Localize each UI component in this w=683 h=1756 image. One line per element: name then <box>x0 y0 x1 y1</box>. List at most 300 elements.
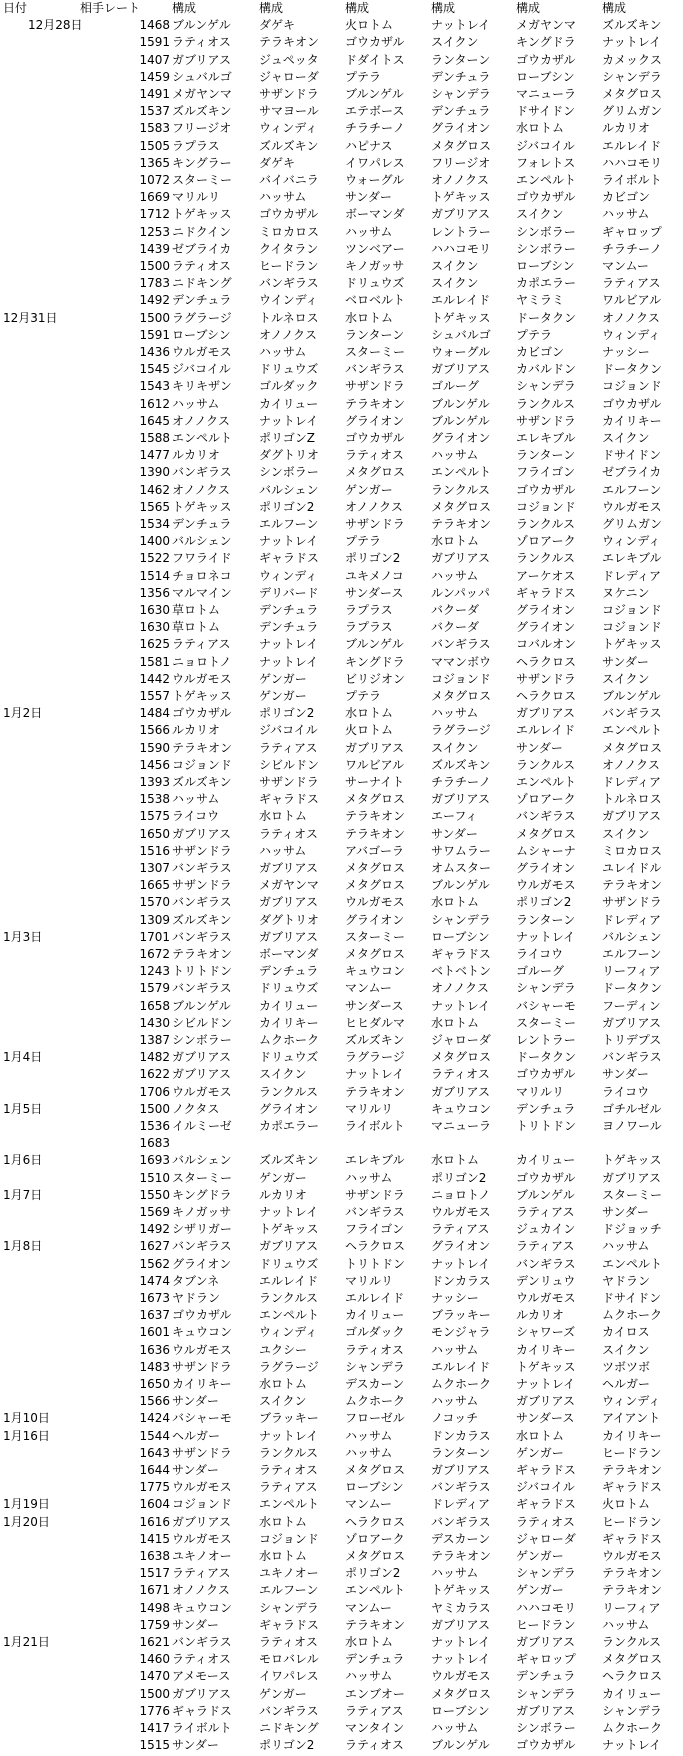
pokemon-cell: オノノクス <box>431 981 489 996</box>
rating-cell: 1557 <box>139 689 170 703</box>
pokemon-cell: ゴルダック <box>259 379 319 394</box>
table-row <box>0 344 683 361</box>
pokemon-cell: ムクホーク <box>602 1721 663 1735</box>
pokemon-cell: プテラ <box>345 534 382 549</box>
pokemon-cell: ウィンディ <box>259 568 318 583</box>
pokemon-cell: ハッサム <box>345 1428 393 1443</box>
pokemon-cell: キュウコン <box>172 1325 233 1340</box>
pokemon-cell: ラティアス <box>172 637 231 652</box>
rating-cell: 1565 <box>139 499 170 514</box>
pokemon-cell: ガブリアス <box>431 1617 491 1632</box>
pokemon-cell: ブルンゲル <box>431 413 490 428</box>
pokemon-cell: ワルビアル <box>345 757 405 772</box>
pokemon-cell: キノガッサ <box>172 1205 232 1219</box>
table-row <box>0 34 683 51</box>
pokemon-cell: シャンデラ <box>602 69 662 84</box>
pokemon-cell: ガブリアス <box>172 1067 232 1082</box>
pokemon-cell: オノノクス <box>345 499 403 514</box>
pokemon-cell: バンギラス <box>172 465 232 480</box>
pokemon-cell: ニドクイン <box>172 224 232 239</box>
pokemon-cell: ラティアス <box>345 1703 404 1718</box>
pokemon-cell: ゲンガー <box>516 1549 564 1563</box>
pokemon-cell: テラキオン <box>602 1583 663 1598</box>
pokemon-cell: ラプラス <box>345 620 393 635</box>
pokemon-cell: デンチュラ <box>516 1669 576 1684</box>
date-cell: 1月21日 <box>3 1635 50 1649</box>
pokemon-cell: ヒードラン <box>259 259 319 273</box>
pokemon-cell: トリデプス <box>602 1033 662 1047</box>
pokemon-cell: ユキノオー <box>172 1549 232 1563</box>
pokemon-cell: カビゴン <box>602 190 651 205</box>
rating-cell: 1621 <box>139 1635 170 1649</box>
pokemon-cell: サンダー <box>172 1394 219 1409</box>
pokemon-cell: サンダー <box>172 1463 219 1477</box>
date-cell: 1月8日 <box>3 1239 43 1254</box>
pokemon-cell: サンダー <box>602 1067 649 1082</box>
rating-cell: 1776 <box>139 1703 170 1718</box>
pokemon-cell: ガブリアス <box>431 362 491 377</box>
pokemon-cell: ゴウカザル <box>516 190 576 205</box>
table-row <box>0 206 683 223</box>
pokemon-cell: シャンデラ <box>431 87 491 101</box>
pokemon-cell: ガブリアス <box>172 1050 232 1065</box>
pokemon-cell: ハハコモリ <box>431 241 492 256</box>
rating-cell: 1650 <box>139 826 170 841</box>
pokemon-cell: チョロネコ <box>172 568 232 583</box>
rating-cell: 1566 <box>139 723 170 738</box>
date-cell: 12月28日 <box>28 18 83 33</box>
pokemon-cell: グライオン <box>431 121 491 136</box>
pokemon-cell: ナットレイ <box>431 1256 491 1271</box>
rating-cell: 1636 <box>139 1342 170 1357</box>
pokemon-cell: グライオン <box>259 1101 319 1116</box>
pokemon-cell: サザンドラ <box>259 775 319 789</box>
pokemon-cell: ハッサム <box>602 1617 650 1632</box>
pokemon-cell: シャンデラ <box>516 379 576 394</box>
rating-cell: 1516 <box>139 843 170 858</box>
pokemon-cell: ルカリオ <box>259 1187 307 1202</box>
pokemon-cell: マリルリ <box>345 1273 394 1288</box>
pokemon-cell: ムクホーク <box>345 1394 406 1409</box>
pokemon-cell: ハッサム <box>259 345 307 359</box>
pokemon-cell: バンギラス <box>431 1514 491 1529</box>
pokemon-cell: コジョンド <box>172 1497 232 1512</box>
table-row <box>0 1428 683 1445</box>
rating-cell: 1243 <box>139 964 170 979</box>
pokemon-cell: ヘラクロス <box>345 1239 406 1254</box>
pokemon-cell: ガブリアス <box>172 1514 232 1529</box>
pokemon-cell: サザンドラ <box>172 843 232 858</box>
pokemon-cell: ナットレイ <box>259 534 319 549</box>
pokemon-cell: 火ロトム <box>602 1497 651 1512</box>
pokemon-cell: ハッサム <box>602 207 650 222</box>
pokemon-cell: ウルガモス <box>172 1531 232 1546</box>
pokemon-cell: デンチュラ <box>431 104 491 119</box>
pokemon-cell: ドリュウズ <box>259 362 319 377</box>
pokemon-cell: シャンデラ <box>516 1566 576 1581</box>
pokemon-cell: ラティアス <box>516 1239 575 1254</box>
pokemon-cell: ポリゴン2 <box>516 895 572 910</box>
pokemon-cell: フローゼル <box>345 1411 405 1426</box>
pokemon-cell: ハッサム <box>431 1342 479 1357</box>
table-row <box>0 1462 683 1479</box>
pokemon-cell: モンジャラ <box>431 1325 491 1340</box>
pokemon-cell: ハッサム <box>259 843 307 858</box>
pokemon-cell: ブルンゲル <box>345 637 404 652</box>
rating-cell: 1638 <box>139 1549 170 1563</box>
table-row <box>0 688 683 705</box>
rating-cell: 1590 <box>139 740 170 755</box>
pokemon-cell: ライボルト <box>172 1721 232 1735</box>
rating-cell: 1644 <box>139 1463 170 1477</box>
pokemon-cell: グリムガン <box>602 104 663 119</box>
pokemon-cell: ビリジオン <box>345 671 406 686</box>
table-row <box>0 1238 683 1255</box>
pokemon-cell: ママンボウ <box>431 654 492 669</box>
pokemon-cell: 水ロトム <box>259 809 308 824</box>
header-team: 構成 <box>516 1 541 15</box>
rating-cell: 1566 <box>139 1394 170 1409</box>
date-cell: 1月5日 <box>3 1101 43 1116</box>
pokemon-cell: サンダー <box>602 1205 649 1219</box>
pokemon-cell: ウルガモス <box>602 1549 662 1563</box>
rating-cell: 1456 <box>139 757 170 772</box>
pokemon-cell: ガブリアス <box>431 1463 491 1477</box>
pokemon-cell: シザリガー <box>172 1222 232 1237</box>
rating-cell: 1643 <box>139 1445 170 1460</box>
pokemon-cell: コジョンド <box>602 379 662 394</box>
table-row <box>0 757 683 774</box>
pokemon-cell: スターミー <box>172 1170 233 1185</box>
pokemon-cell: ベトベトン <box>431 964 492 979</box>
pokemon-cell: ゼブライカ <box>172 241 232 256</box>
pokemon-cell: サワムラー <box>431 843 491 858</box>
table-row <box>0 396 683 413</box>
pokemon-cell: ハッサム <box>431 1721 479 1735</box>
pokemon-cell: 草ロトム <box>172 620 221 635</box>
table-row <box>0 1170 683 1187</box>
pokemon-cell: ウィンディ <box>259 1325 318 1340</box>
pokemon-cell: ドンカラス <box>431 1428 491 1443</box>
table-row <box>0 1565 683 1582</box>
pokemon-cell: デリバード <box>259 585 319 600</box>
table-row <box>0 1273 683 1290</box>
pokemon-cell: ルンパッパ <box>431 585 490 600</box>
rating-cell: 1669 <box>139 190 170 205</box>
pokemon-cell: キュウコン <box>172 1600 233 1615</box>
pokemon-cell: ライコウ <box>516 947 564 961</box>
pokemon-cell: シュバルゴ <box>172 69 232 84</box>
table-row <box>0 705 683 722</box>
table-row <box>0 671 683 688</box>
pokemon-cell: ブルンゲル <box>431 396 490 411</box>
pokemon-cell: バンギラス <box>172 1239 232 1254</box>
table-row <box>0 464 683 481</box>
pokemon-cell: ドリュウズ <box>259 981 319 996</box>
pokemon-cell: ギャラドス <box>516 1463 576 1477</box>
rating-cell: 1581 <box>139 654 170 669</box>
pokemon-cell: ガブリアス <box>259 929 319 944</box>
pokemon-cell: ローブシン <box>516 259 575 273</box>
pokemon-cell: オノノクス <box>172 1583 230 1598</box>
pokemon-cell: ガブリアス <box>259 895 319 910</box>
pokemon-cell: ブルンゲル <box>345 87 404 101</box>
pokemon-cell: アバゴーラ <box>345 843 405 858</box>
pokemon-cell: ズルズキン <box>259 1153 319 1168</box>
pokemon-cell: ガブリアス <box>259 861 319 875</box>
pokemon-cell: トゲキッス <box>602 637 662 652</box>
pokemon-cell: ラティアス <box>259 740 318 755</box>
table-row <box>0 1410 683 1427</box>
rating-cell: 1474 <box>139 1273 170 1288</box>
rating-cell: 1645 <box>139 413 170 428</box>
pokemon-cell: シンボラー <box>516 1721 576 1735</box>
pokemon-cell: ラティオス <box>259 1463 318 1477</box>
pokemon-cell: ギャラドス <box>516 1497 576 1512</box>
pokemon-cell: ボーマンダ <box>345 207 405 222</box>
pokemon-cell: ランターン <box>516 912 576 927</box>
pokemon-cell: グリムガン <box>602 517 663 531</box>
rating-cell: 1439 <box>139 241 170 256</box>
pokemon-cell: ローブシン <box>431 929 490 944</box>
table-row <box>0 1135 683 1152</box>
pokemon-cell: ドータクン <box>602 362 663 377</box>
pokemon-cell: ランターン <box>516 448 576 463</box>
pokemon-cell: ヘラクロス <box>602 1669 663 1684</box>
rating-cell: 1484 <box>139 706 170 721</box>
pokemon-cell: プテラ <box>345 69 382 84</box>
pokemon-cell: カメックス <box>602 52 662 67</box>
rating-cell: 1500 <box>139 1686 170 1701</box>
pokemon-cell: シャンデラ <box>602 1703 662 1718</box>
header-team: 構成 <box>602 1 627 15</box>
pokemon-cell: ガブリアス <box>172 52 232 67</box>
pokemon-cell: マニューラ <box>516 87 577 101</box>
pokemon-cell: ゴウカザル <box>516 1067 576 1082</box>
pokemon-cell: ツンベアー <box>345 241 405 256</box>
table-row <box>0 69 683 86</box>
pokemon-cell: スイクン <box>259 1394 307 1409</box>
pokemon-cell: デンチュラ <box>172 293 232 308</box>
pokemon-cell: アメモース <box>172 1669 231 1684</box>
pokemon-cell: 水ロトム <box>431 1153 480 1168</box>
pokemon-cell: ヘルガー <box>172 1428 221 1443</box>
pokemon-cell: ブラッキー <box>259 1411 319 1426</box>
pokemon-cell: ラティオス <box>345 1738 404 1753</box>
pokemon-cell: ガブリアス <box>259 1239 319 1254</box>
pokemon-cell: マンタイン <box>345 1721 405 1735</box>
pokemon-cell: シンボラー <box>259 465 319 480</box>
date-cell: 1月19日 <box>3 1497 50 1512</box>
pokemon-cell: サンダー <box>431 826 478 841</box>
pokemon-cell: ゾロアーク <box>345 1531 405 1546</box>
rating-cell: 1482 <box>139 1050 170 1065</box>
pokemon-cell: フリージオ <box>172 121 232 136</box>
rating-cell: 1562 <box>139 1256 170 1271</box>
pokemon-cell: ヤドラン <box>172 1291 221 1305</box>
header-date: 日付 <box>3 1 28 15</box>
table-row <box>0 1204 683 1221</box>
pokemon-cell: ウルガモス <box>516 1291 576 1305</box>
pokemon-cell: ゲンガー <box>516 1583 564 1598</box>
pokemon-cell: サンダー <box>172 1617 219 1632</box>
pokemon-cell: ムシャーナ <box>516 843 576 858</box>
pokemon-cell: テラキオン <box>259 35 320 50</box>
pokemon-cell: ゲンガー <box>259 1170 307 1185</box>
date-cell: 12月31日 <box>3 310 58 325</box>
pokemon-cell: ライコウ <box>172 809 220 824</box>
pokemon-cell: サザンドラ <box>345 517 405 531</box>
pokemon-cell: ウォーグル <box>431 345 491 359</box>
pokemon-cell: ローブシン <box>431 1703 490 1718</box>
table-row <box>0 1703 683 1720</box>
pokemon-cell: ゾロアーク <box>516 534 576 549</box>
table-row <box>0 413 683 430</box>
rating-cell: 1430 <box>139 1015 170 1030</box>
pokemon-cell: イルミーゼ <box>172 1119 232 1133</box>
rating-cell: 1307 <box>139 861 170 875</box>
rating-cell: 1604 <box>139 1497 170 1512</box>
pokemon-cell: ウルガモス <box>602 499 662 514</box>
pokemon-cell: ハッサム <box>345 1170 393 1185</box>
pokemon-cell: トゲキッス <box>431 310 491 325</box>
pokemon-cell: ライボルト <box>602 173 662 187</box>
pokemon-cell: ズルズキン <box>431 757 491 772</box>
pokemon-cell: ラティアス <box>431 1222 490 1237</box>
pokemon-cell: ラプラス <box>345 603 393 617</box>
pokemon-cell: テラキオン <box>345 396 406 411</box>
pokemon-cell: ゲンガー <box>345 482 393 497</box>
pokemon-cell: メタグロス <box>431 138 492 153</box>
pokemon-cell: エンペルト <box>516 173 577 187</box>
table-row <box>0 1720 683 1737</box>
table-row <box>0 998 683 1015</box>
pokemon-cell: ヒードラン <box>602 1445 662 1460</box>
pokemon-cell: コジョンド <box>259 1531 319 1546</box>
rating-cell: 1612 <box>139 396 170 411</box>
pokemon-cell: 水ロトム <box>345 706 394 721</box>
pokemon-cell: シャンデラ <box>431 912 491 927</box>
pokemon-cell: メタグロス <box>602 1652 663 1667</box>
rating-cell: 1658 <box>139 998 170 1013</box>
table-row <box>0 860 683 877</box>
table-row <box>0 516 683 533</box>
pokemon-cell: ヒヒダルマ <box>345 1015 406 1030</box>
pokemon-cell: ナットレイ <box>602 35 662 50</box>
pokemon-cell: バンギラス <box>602 706 662 721</box>
table-row <box>0 1342 683 1359</box>
pokemon-cell: サンダー <box>516 740 563 755</box>
pokemon-cell: ガブリアス <box>172 1686 232 1701</box>
pokemon-cell: ラグラージ <box>345 1050 405 1065</box>
pokemon-cell: ヌケニン <box>602 585 650 600</box>
pokemon-cell: シャンデラ <box>345 1359 405 1374</box>
table-row <box>0 292 683 309</box>
table-row <box>0 843 683 860</box>
pokemon-cell: テラキオン <box>602 1463 663 1477</box>
pokemon-cell: 水ロトム <box>259 1549 308 1563</box>
table-row <box>0 1737 683 1754</box>
table-row <box>0 550 683 567</box>
pokemon-cell: ユキノオー <box>259 1566 319 1581</box>
rating-cell: 1365 <box>139 155 170 170</box>
table-row <box>0 1324 683 1341</box>
table-row <box>0 275 683 292</box>
pokemon-cell: シャンデラ <box>516 981 576 996</box>
rating-cell: 1575 <box>139 809 170 824</box>
pokemon-cell: バンギラス <box>345 362 405 377</box>
pokemon-cell: シュバルゴ <box>431 327 491 342</box>
pokemon-cell: ダゲキ <box>259 155 296 170</box>
pokemon-cell: バルシェン <box>172 534 232 549</box>
pokemon-cell: エルフーン <box>259 1583 319 1598</box>
pokemon-cell: オノノクス <box>172 482 230 497</box>
rating-cell: 1500 <box>139 310 170 325</box>
table-row <box>0 722 683 739</box>
pokemon-cell: メタグロス <box>431 689 492 703</box>
pokemon-cell: ナットレイ <box>516 929 576 944</box>
rating-cell: 1436 <box>139 345 170 359</box>
pokemon-cell: ハッサム <box>345 1445 393 1460</box>
pokemon-cell: ギャラドス <box>516 585 576 600</box>
rating-cell: 1601 <box>139 1325 170 1340</box>
pokemon-cell: リーフィア <box>602 964 661 979</box>
table-row <box>0 1634 683 1651</box>
pokemon-cell: デスカーン <box>345 1377 405 1391</box>
pokemon-cell: ガブリアス <box>602 1015 662 1030</box>
pokemon-cell: ギャラドス <box>259 792 319 807</box>
pokemon-cell: サマヨール <box>259 104 319 119</box>
pokemon-cell: カバルドン <box>516 362 577 377</box>
date-cell: 1月6日 <box>3 1153 43 1168</box>
pokemon-cell: マルマイン <box>172 585 232 600</box>
pokemon-cell: キュウコン <box>431 1101 492 1116</box>
pokemon-cell: バンギラス <box>259 276 319 291</box>
table-row <box>0 1307 683 1324</box>
pokemon-cell: ミロカロス <box>259 224 320 239</box>
pokemon-cell: カイリキー <box>172 1377 232 1391</box>
pokemon-cell: トリトドン <box>345 1256 406 1271</box>
pokemon-cell: ハッサム <box>431 706 479 721</box>
pokemon-cell: バイバニラ <box>259 173 319 187</box>
pokemon-cell: メタグロス <box>345 792 406 807</box>
pokemon-cell: ゲンガー <box>259 671 307 686</box>
pokemon-cell: デンチュラ <box>259 964 319 979</box>
pokemon-cell: ラティアス <box>172 1566 231 1581</box>
table-row <box>0 52 683 69</box>
rating-cell: 1693 <box>139 1153 170 1168</box>
pokemon-cell: ヨノワール <box>602 1119 662 1133</box>
pokemon-cell: ランクルス <box>516 757 576 772</box>
pokemon-cell: メガヤンマ <box>259 878 319 893</box>
pokemon-cell: スターミー <box>345 929 406 944</box>
pokemon-cell: サザンドラ <box>172 1445 232 1460</box>
pokemon-cell: ヤミラミ <box>516 293 565 308</box>
pokemon-cell: ドータクン <box>516 1050 577 1065</box>
pokemon-cell: ジャローダ <box>259 69 319 84</box>
rating-cell: 1468 <box>139 18 170 33</box>
date-cell: 1月3日 <box>3 929 43 944</box>
rating-cell: 1462 <box>139 482 170 497</box>
table-row <box>0 533 683 550</box>
pokemon-cell: ブルンゲル <box>431 878 490 893</box>
pokemon-cell: 水ロトム <box>259 1377 308 1391</box>
rating-cell: 1470 <box>139 1669 170 1684</box>
pokemon-cell: オノノクス <box>172 413 230 428</box>
pokemon-cell: ハッサム <box>172 396 220 411</box>
pokemon-cell: ギャロップ <box>602 224 662 239</box>
table-row <box>0 361 683 378</box>
